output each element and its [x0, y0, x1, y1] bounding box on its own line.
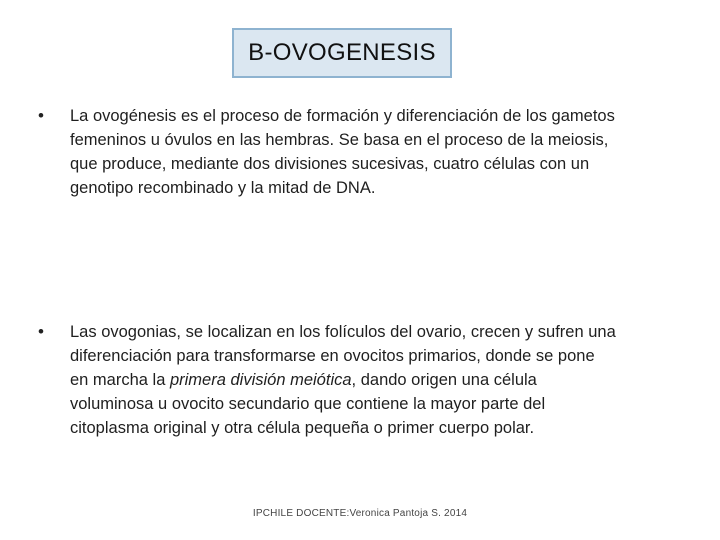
text-run: que produce, mediante dos divisiones sucesivas, cuatro células con un: [70, 155, 590, 173]
text-run: genotipo recombinado y la mitad de DNA.: [70, 179, 376, 197]
text-run: femeninos u óvulos en las hembras. Se basa en el proceso de la meiosis,: [70, 131, 609, 149]
text-run: en marcha la: [70, 371, 170, 389]
term-ovocito-secundario: ovocito secundario: [171, 395, 310, 413]
text-line: [70, 152, 678, 176]
text-line: [70, 344, 678, 368]
bullet-item-ovogonias: [38, 320, 678, 440]
term-ovogonias: ovogonias: [101, 323, 177, 341]
text-line: [70, 416, 678, 440]
text-line: [70, 320, 678, 344]
title-box: [232, 28, 452, 78]
text-run: , se localizan en los folículos del ovario, crecen y sufren una: [176, 323, 616, 341]
text-run: , dando origen una célula: [351, 371, 537, 389]
text-run: es el proceso de formación y diferenciación de los gametos: [176, 107, 615, 125]
bullet-dot: •: [38, 322, 44, 341]
text-run: voluminosa u: [70, 395, 172, 413]
text-line: [70, 368, 678, 392]
text-line: [70, 392, 678, 416]
text-run: diferenciación para transformarse en: [70, 347, 344, 365]
text-run: citoplasma original y otra célula pequeña o primer cuerpo polar.: [70, 419, 535, 437]
bullet-text: [70, 320, 678, 440]
bullet-dot: •: [38, 106, 44, 125]
footer-credit: IPCHILE DOCENTE:Veronica Pantoja S. 2014: [252, 508, 468, 519]
term-primera-division-meiotica: primera división meiótica: [169, 371, 352, 389]
text-line: [70, 128, 678, 152]
text-run: que contiene la mayor parte del: [309, 395, 546, 413]
term-ovocitos-primarios: ovocitos primarios: [343, 347, 477, 365]
text-run: Las: [70, 323, 102, 341]
slide-title: B-OVOGENESIS: [248, 39, 436, 66]
bullet-text: [70, 104, 678, 200]
text-line: [70, 176, 678, 200]
text-run: , donde se pone: [476, 347, 595, 365]
text-line: [70, 104, 678, 128]
text-run: La: [70, 107, 93, 125]
bullet-item-ovogenesis: [38, 104, 678, 200]
term-ovogenesis: ovogénesis: [92, 107, 177, 125]
